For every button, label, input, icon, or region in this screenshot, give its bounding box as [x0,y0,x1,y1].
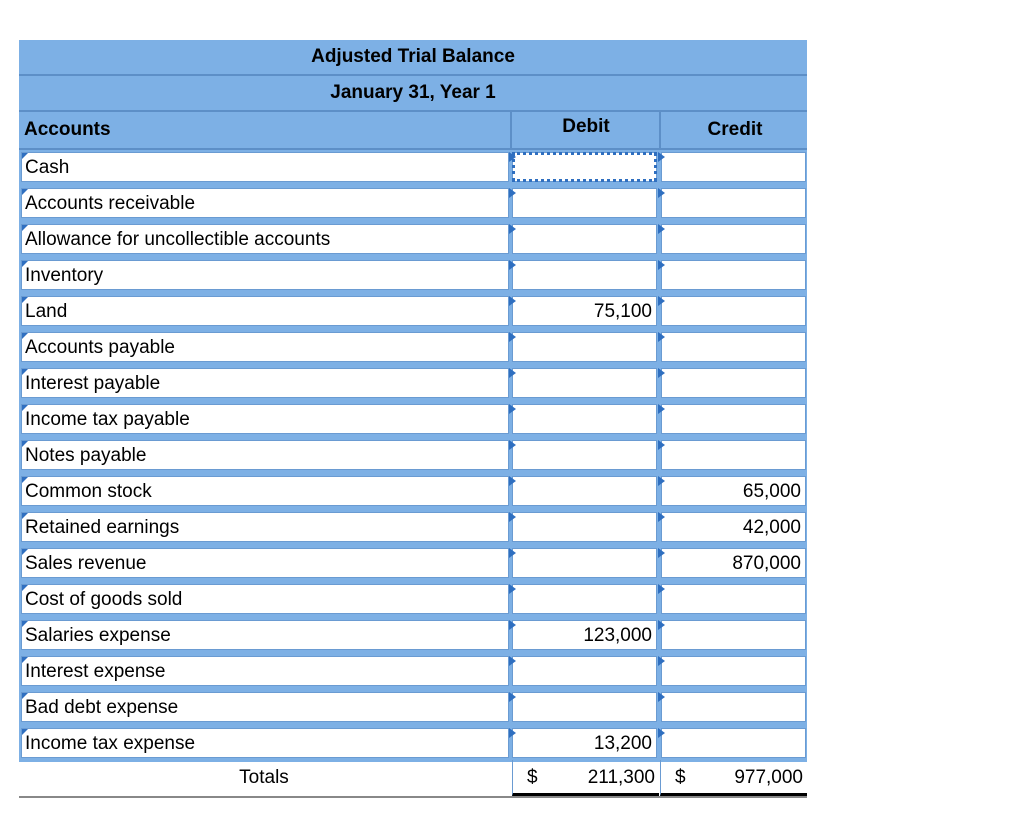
debit-input[interactable]: 123,000 [512,620,657,650]
dropdown-marker-icon [22,261,28,267]
table-row [19,690,807,726]
dropdown-marker-icon [22,405,28,411]
debit-input[interactable] [512,656,657,686]
dropdown-marker-icon [22,153,28,159]
account-name: Income tax payable [25,409,190,430]
debit-input[interactable] [512,548,657,578]
table-title: Adjusted Trial Balance [19,40,807,76]
column-header-debit: Debit [510,112,660,148]
cell-marker-icon [509,152,516,162]
table-row [19,150,807,186]
dropdown-marker-icon [22,513,28,519]
account-name: Inventory [25,265,104,286]
account-name: Salaries expense [25,625,171,646]
account-name: Interest payable [25,373,161,394]
credit-input[interactable] [661,620,806,650]
table-row [19,402,807,438]
table-row [19,546,807,582]
cell-marker-icon [509,440,516,450]
column-header-row [19,112,807,150]
cell-marker-icon [658,332,665,342]
account-select[interactable] [21,332,509,362]
account-name: Cost of goods sold [25,589,183,610]
credit-input[interactable] [661,260,806,290]
cell-marker-icon [658,260,665,270]
credit-input[interactable] [661,692,806,722]
cell-marker-icon [509,656,516,666]
debit-input[interactable] [512,512,657,542]
cell-marker-icon [509,476,516,486]
account-select[interactable] [21,512,509,542]
debit-input[interactable] [512,224,657,254]
totals-label: Totals [239,767,289,788]
cell-marker-icon [509,368,516,378]
account-select[interactable] [21,656,509,686]
cell-marker-icon [509,404,516,414]
dropdown-marker-icon [22,729,28,735]
cell-marker-icon [658,296,665,306]
cell-marker-icon [658,512,665,522]
credit-input[interactable]: 65,000 [661,476,806,506]
table-row [19,186,807,222]
dropdown-marker-icon [22,585,28,591]
account-select[interactable] [21,224,509,254]
table-row [19,294,807,330]
cell-marker-icon [509,260,516,270]
total-debit-value: 211,300 [587,767,655,788]
account-name: Bad debt expense [25,697,179,718]
table-row [19,474,807,510]
cell-marker-icon [509,548,516,558]
cell-marker-icon [658,548,665,558]
table-row [19,618,807,654]
account-select[interactable] [21,296,509,326]
debit-input[interactable] [512,260,657,290]
table-row [19,726,807,762]
cell-marker-icon [658,440,665,450]
credit-input[interactable] [661,224,806,254]
debit-input[interactable] [512,152,657,182]
cell-marker-icon [658,656,665,666]
table-row [19,330,807,366]
debit-input[interactable]: 75,100 [512,296,657,326]
account-name: Income tax expense [25,733,196,754]
debit-input[interactable] [512,332,657,362]
total-credit-value: 977,000 [734,767,803,788]
table-date: January 31, Year 1 [19,76,807,112]
cell-marker-icon [509,728,516,738]
credit-input[interactable] [661,584,806,614]
debit-input[interactable] [512,188,657,218]
account-select[interactable] [21,584,509,614]
credit-input[interactable]: 42,000 [661,512,806,542]
table-row [19,258,807,294]
account-name: Allowance for uncollectible accounts [25,229,331,250]
account-name: Retained earnings [25,517,180,538]
table-row [19,366,807,402]
credit-input[interactable] [661,440,806,470]
debit-input[interactable] [512,368,657,398]
table-row [19,438,807,474]
dropdown-marker-icon [22,333,28,339]
currency-symbol: $ [527,767,538,788]
dropdown-marker-icon [22,621,28,627]
cell-marker-icon [509,296,516,306]
cell-marker-icon [658,188,665,198]
account-select[interactable] [21,728,509,758]
cell-marker-icon [658,584,665,594]
cell-marker-icon [658,368,665,378]
debit-input[interactable] [512,584,657,614]
credit-input[interactable] [661,332,806,362]
totals-row [19,760,807,798]
debit-input[interactable] [512,692,657,722]
table-row [19,654,807,690]
credit-input[interactable] [661,728,806,758]
account-select[interactable] [21,476,509,506]
account-name: Accounts receivable [25,193,196,214]
cell-marker-icon [509,188,516,198]
dropdown-marker-icon [22,297,28,303]
debit-input[interactable]: 13,200 [512,728,657,758]
currency-symbol: $ [675,767,686,788]
dropdown-marker-icon [22,477,28,483]
dropdown-marker-icon [22,189,28,195]
cell-marker-icon [509,224,516,234]
account-name: Common stock [25,481,152,502]
credit-input[interactable] [661,188,806,218]
credit-input[interactable] [661,656,806,686]
account-select[interactable] [21,440,509,470]
account-name: Cash [25,157,70,178]
account-select[interactable] [21,260,509,290]
credit-input[interactable] [661,404,806,434]
account-select[interactable] [21,152,509,182]
account-select[interactable] [21,188,509,218]
cell-marker-icon [658,620,665,630]
account-select[interactable] [21,404,509,434]
credit-input[interactable] [661,152,806,182]
cell-marker-icon [509,332,516,342]
cell-marker-icon [658,692,665,702]
dropdown-marker-icon [22,549,28,555]
debit-input[interactable] [512,404,657,434]
account-name: Notes payable [25,445,147,466]
cell-marker-icon [658,404,665,414]
debit-input[interactable] [512,440,657,470]
table-row [19,510,807,546]
column-header-accounts: Accounts [24,119,111,140]
account-select[interactable] [21,692,509,722]
account-name: Land [25,301,68,322]
credit-input[interactable]: 870,000 [661,548,806,578]
cell-marker-icon [658,224,665,234]
cell-marker-icon [658,728,665,738]
cell-marker-icon [658,152,665,162]
dropdown-marker-icon [22,225,28,231]
account-name: Sales revenue [25,553,147,574]
cell-marker-icon [509,512,516,522]
debit-input[interactable] [512,476,657,506]
table-row [19,222,807,258]
account-name: Interest expense [25,661,166,682]
dropdown-marker-icon [22,693,28,699]
total-credit-cell [660,760,807,796]
dropdown-marker-icon [22,369,28,375]
dropdown-marker-icon [22,657,28,663]
cell-marker-icon [509,692,516,702]
account-select[interactable] [21,368,509,398]
credit-input[interactable] [661,296,806,326]
column-header-credit: Credit [659,112,809,148]
table-row [19,582,807,618]
cell-marker-icon [509,620,516,630]
account-name: Accounts payable [25,337,175,358]
credit-input[interactable] [661,368,806,398]
cell-marker-icon [658,476,665,486]
account-select[interactable] [21,620,509,650]
total-debit-cell [512,760,659,796]
account-select[interactable] [21,548,509,578]
dropdown-marker-icon [22,441,28,447]
cell-marker-icon [509,584,516,594]
